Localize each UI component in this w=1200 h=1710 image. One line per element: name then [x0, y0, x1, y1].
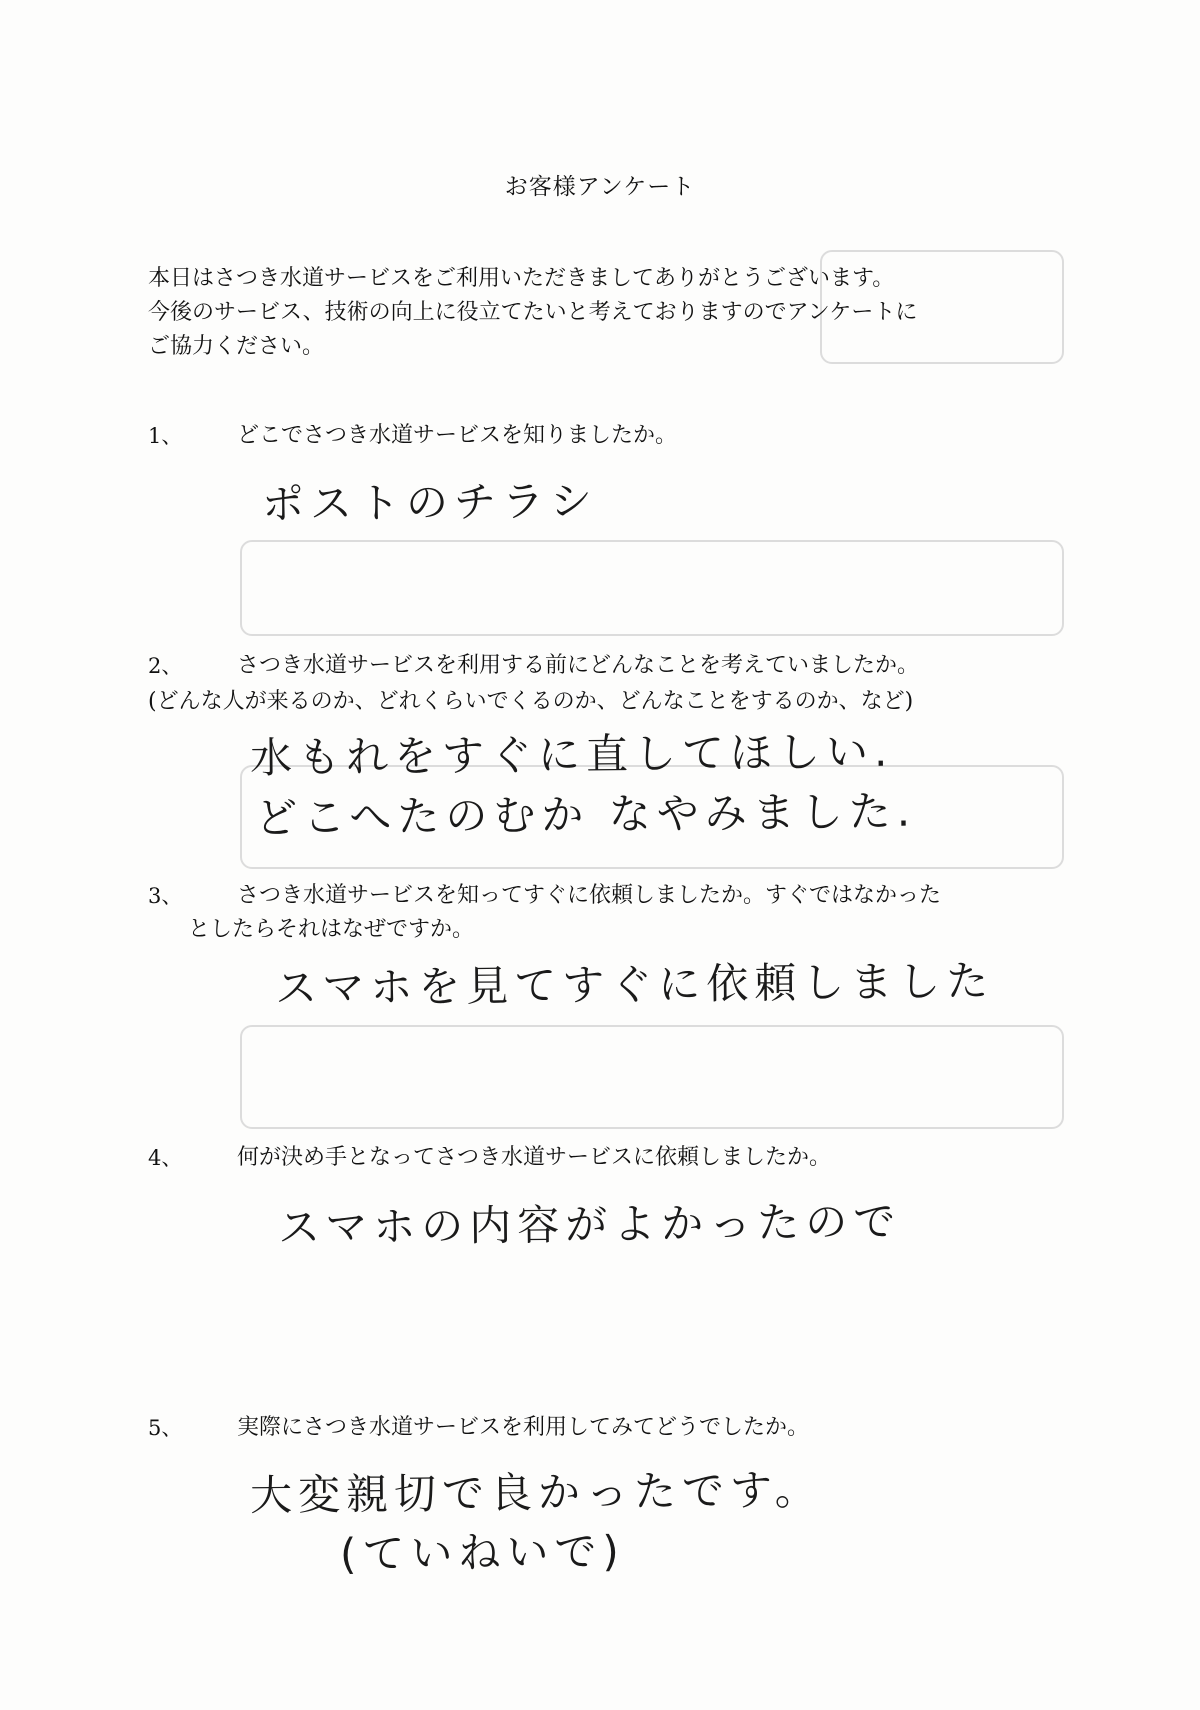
- question-5-answer-line: 大変親切で良かったです。: [249, 1465, 823, 1520]
- question-2-answer-line: 水もれをすぐに直してほしい.: [249, 726, 894, 783]
- question-3-text: さつき水道サービスを知ってすぐに依頼しましたか。すぐではなかった: [237, 883, 942, 908]
- question-4-text: 何が決め手となってさつき水道サービスに依頼しましたか。: [237, 1145, 832, 1170]
- show-through-box: [240, 540, 1064, 636]
- question-2-subtext: (どんな人が来るのか、どれくらいでくるのか、どんなことをするのか、など): [148, 689, 914, 714]
- question-3-answer: スマホを見てすぐに依頼しました: [274, 956, 995, 1013]
- question-4-answer: スマホの内容がよかったので: [277, 1196, 902, 1253]
- intro-line: 今後のサービス、技術の向上に役立てたいと考えておりますのでアンケートに: [148, 300, 918, 325]
- question-2-number: 2、: [148, 654, 183, 678]
- question-1-number: 1、: [148, 424, 183, 448]
- survey-title: お客様アンケート: [504, 174, 696, 200]
- survey-intro: [148, 262, 1078, 364]
- question-3-number: 3、: [148, 884, 183, 908]
- intro-line: ご協力ください。: [148, 334, 325, 359]
- question-1-text: どこでさつき水道サービスを知りましたか。: [237, 423, 678, 448]
- intro-line: 本日はさつき水道サービスをご利用いただきましてありがとうございます。: [148, 266, 895, 291]
- question-4-number: 4、: [148, 1146, 183, 1170]
- question-5-text: 実際にさつき水道サービスを利用してみてどうでしたか。: [237, 1415, 810, 1440]
- question-5-number: 5、: [148, 1416, 183, 1440]
- question-3-subtext: としたらそれはなぜですか。: [188, 917, 475, 942]
- question-5-answer-line: (ていねいで): [339, 1526, 626, 1579]
- show-through-box: [240, 1025, 1064, 1129]
- question-2-answer-line: どこへたのむか なやみました.: [254, 786, 917, 843]
- question-2-text: さつき水道サービスを利用する前にどんなことを考えていましたか。: [237, 653, 920, 678]
- question-1-answer: ポストのチラシ: [261, 476, 599, 529]
